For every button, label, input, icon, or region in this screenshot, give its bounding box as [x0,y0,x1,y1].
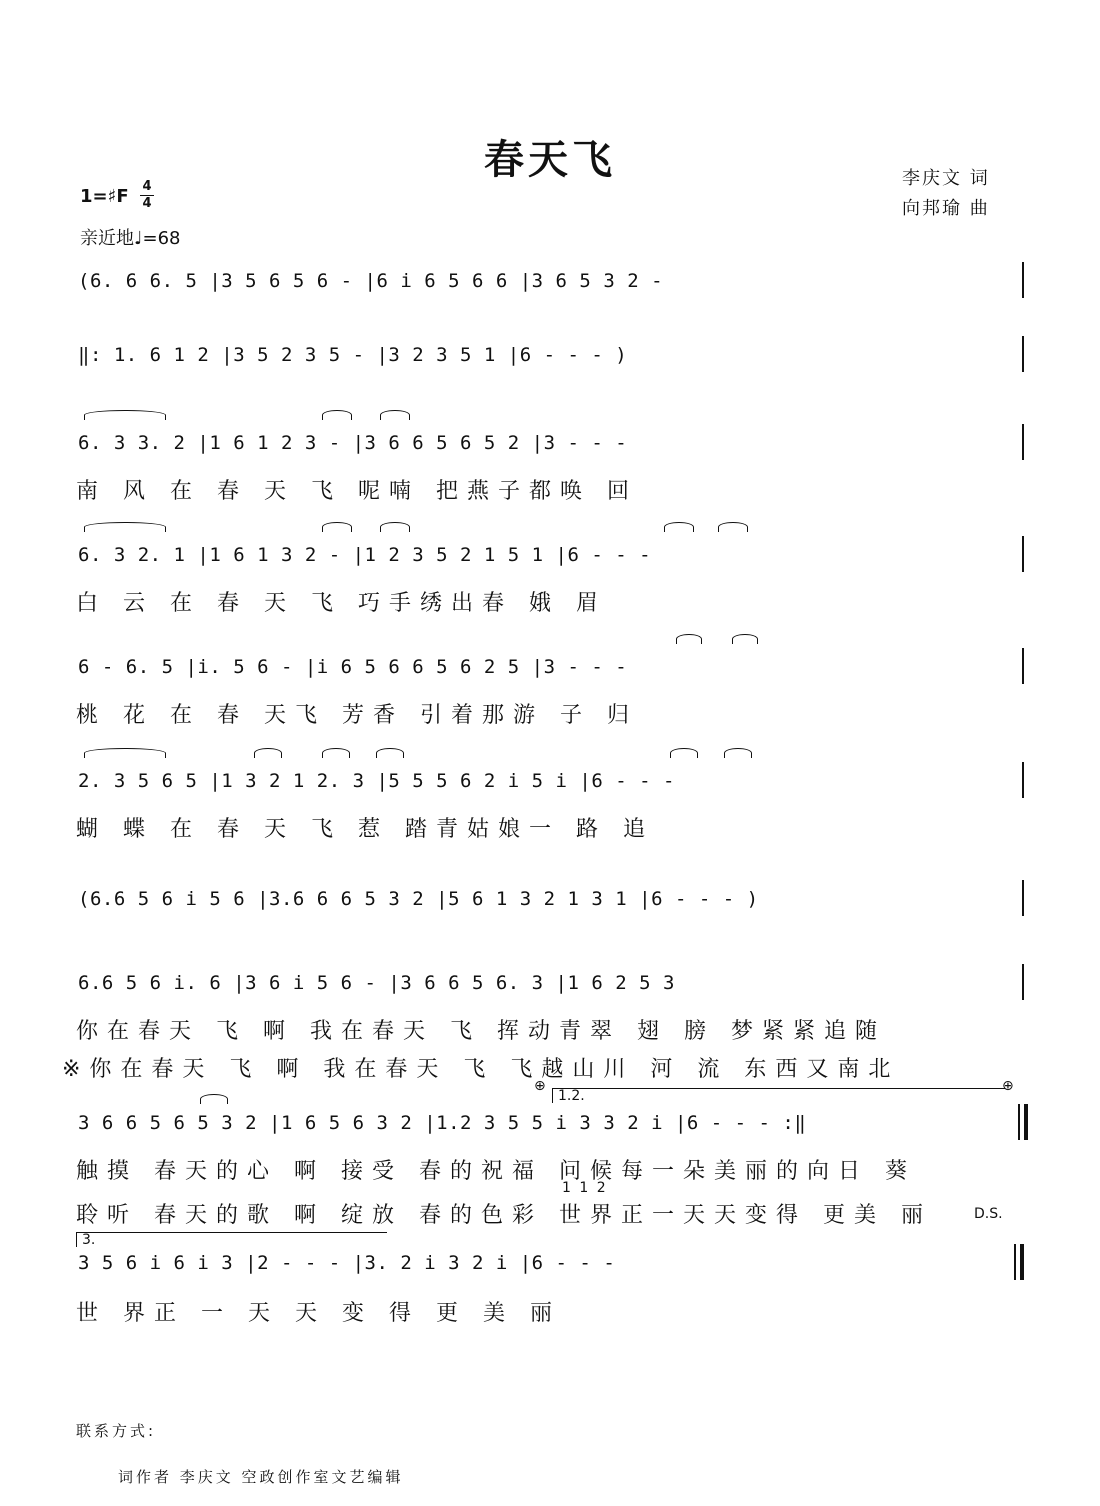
slur [380,410,410,420]
barline [1022,336,1024,372]
barline [1022,648,1024,684]
time-signature [140,180,154,211]
lyrics-ending: 世 界正 一 天 天 变 得 更 美 丽 [76,1301,561,1326]
slur [322,410,352,420]
barline-final [1024,1104,1028,1140]
key-signature: 1=♯F [80,186,129,207]
song-title: 春天飞 [484,136,616,183]
lyrics-line-2: 白 云 在 春 天 飞 巧手绣出春 娥 眉 [76,591,607,616]
coda-sign: ⊕ [1002,1078,1014,1094]
notation-chorus-1: 6.6 5 6 i. 6 |3 6 i 5 6 - |3 6 6 5 6. 3 |1 6 2 5 3 [78,972,675,994]
volta-label: 1.2. [558,1088,585,1104]
barline [1022,762,1024,798]
notation-line-1: 6. 3 3. 2 |1 6 1 2 3 - |3 6 6 5 6 5 2 |3 - - - [78,432,628,454]
lyrics-chorus-1b: ※你在春天 飞 啊 我在春天 飞 飞越山川 河 流 东西又南北 [62,1057,900,1082]
slur [676,634,702,644]
slur [664,522,694,532]
lyricist-credit: 李庆文 词 [902,168,990,189]
notation-line-2: 6. 3 2. 1 |1 6 1 3 2 - |1 2 3 5 2 1 5 1 |6 - - - [78,544,652,566]
tempo-marking: 亲近地♩=68 [80,228,181,249]
slur [322,522,352,532]
lyrics-chorus-2b: 聆听 春天的歌 啊 绽放 春的色彩 世界正一天天变得 更美 丽 [76,1203,932,1228]
composer-credit: 向邦瑜 曲 [902,198,990,219]
lyrics-line-1: 南 风 在 春 天 飞 呢喃 把燕子都唤 回 [76,479,638,504]
slur [84,748,166,758]
time-top: 4 [142,179,152,194]
lyrics-line-4: 蝴 蝶 在 春 天 飞 惹 踏青姑娘一 路 追 [76,817,654,842]
slur [84,410,166,420]
slur [84,522,166,532]
barline-final [1020,1244,1024,1280]
barline [1022,536,1024,572]
ds-marking: D.S. [974,1206,1003,1222]
lyrics-line-3: 桃 花 在 春 天飞 芳香 引着那游 子 归 [76,703,638,728]
volta-bracket [552,1088,1005,1103]
slur [718,522,748,532]
barline [1022,880,1024,916]
barline [1022,262,1024,298]
notation-line-4: 2. 3 5 6 5 |1 3 2 1 2. 3 |5 5 5 6 2 i 5 i |6 - - - [78,770,675,792]
volta-label: 3. [82,1232,96,1248]
barline [1018,1104,1020,1140]
volta-bracket [76,1232,387,1247]
lyrics-chorus-2a: 触摸 春天的心 啊 接受 春的祝福 问候每一朵美丽的向日 葵 [76,1159,916,1184]
barline [1022,964,1024,1000]
barline [1022,424,1024,460]
slur [380,522,410,532]
notation-interlude: (6.6 5 6 i 5 6 |3.6 6 6 5 3 2 |5 6 1 3 2 1 3 1 |6 - - - ) [78,888,759,910]
small-notes: 1 1 2 [562,1180,608,1196]
notation-chorus-2: 3 6 6 5 6 5 3 2 |1 6 5 6 3 2 |1.2 3 5 5 i 3 3 2 i |6 - - - :‖ [78,1112,807,1134]
slur [322,748,350,758]
notation-line-3: 6 - 6. 5 |i. 5 6 - |i 6 5 6 6 5 6 2 5 |3 - - - [78,656,628,678]
slur [732,634,758,644]
notation-intro-2: ‖: 1. 6 1 2 |3 5 2 3 5 - |3 2 3 5 1 |6 - - - ) [78,344,628,366]
slur [254,748,282,758]
barline [1014,1244,1016,1280]
lyrics-chorus-1a: 你在春天 飞 啊 我在春天 飞 挥动青翠 翅 膀 梦紧紧追随 [76,1019,886,1044]
slur [376,748,404,758]
slur [200,1094,228,1104]
slur [724,748,752,758]
time-bottom: 4 [142,196,152,211]
contact-label: 联系方式: [76,1422,157,1440]
notation-intro-1: (6. 6 6. 5 |3 5 6 5 6 - |6 i 6 5 6 6 |3 6 5 3 2 - [78,270,664,292]
slur [670,748,698,758]
contact-line: 词作者 李庆文 空政创作室文艺编辑 [118,1468,404,1486]
coda-sign: ⊕ [534,1078,546,1094]
notation-ending: 3 5 6 i 6 i 3 |2 - - - |3. 2 i 3 2 i |6 - - - [78,1252,616,1274]
